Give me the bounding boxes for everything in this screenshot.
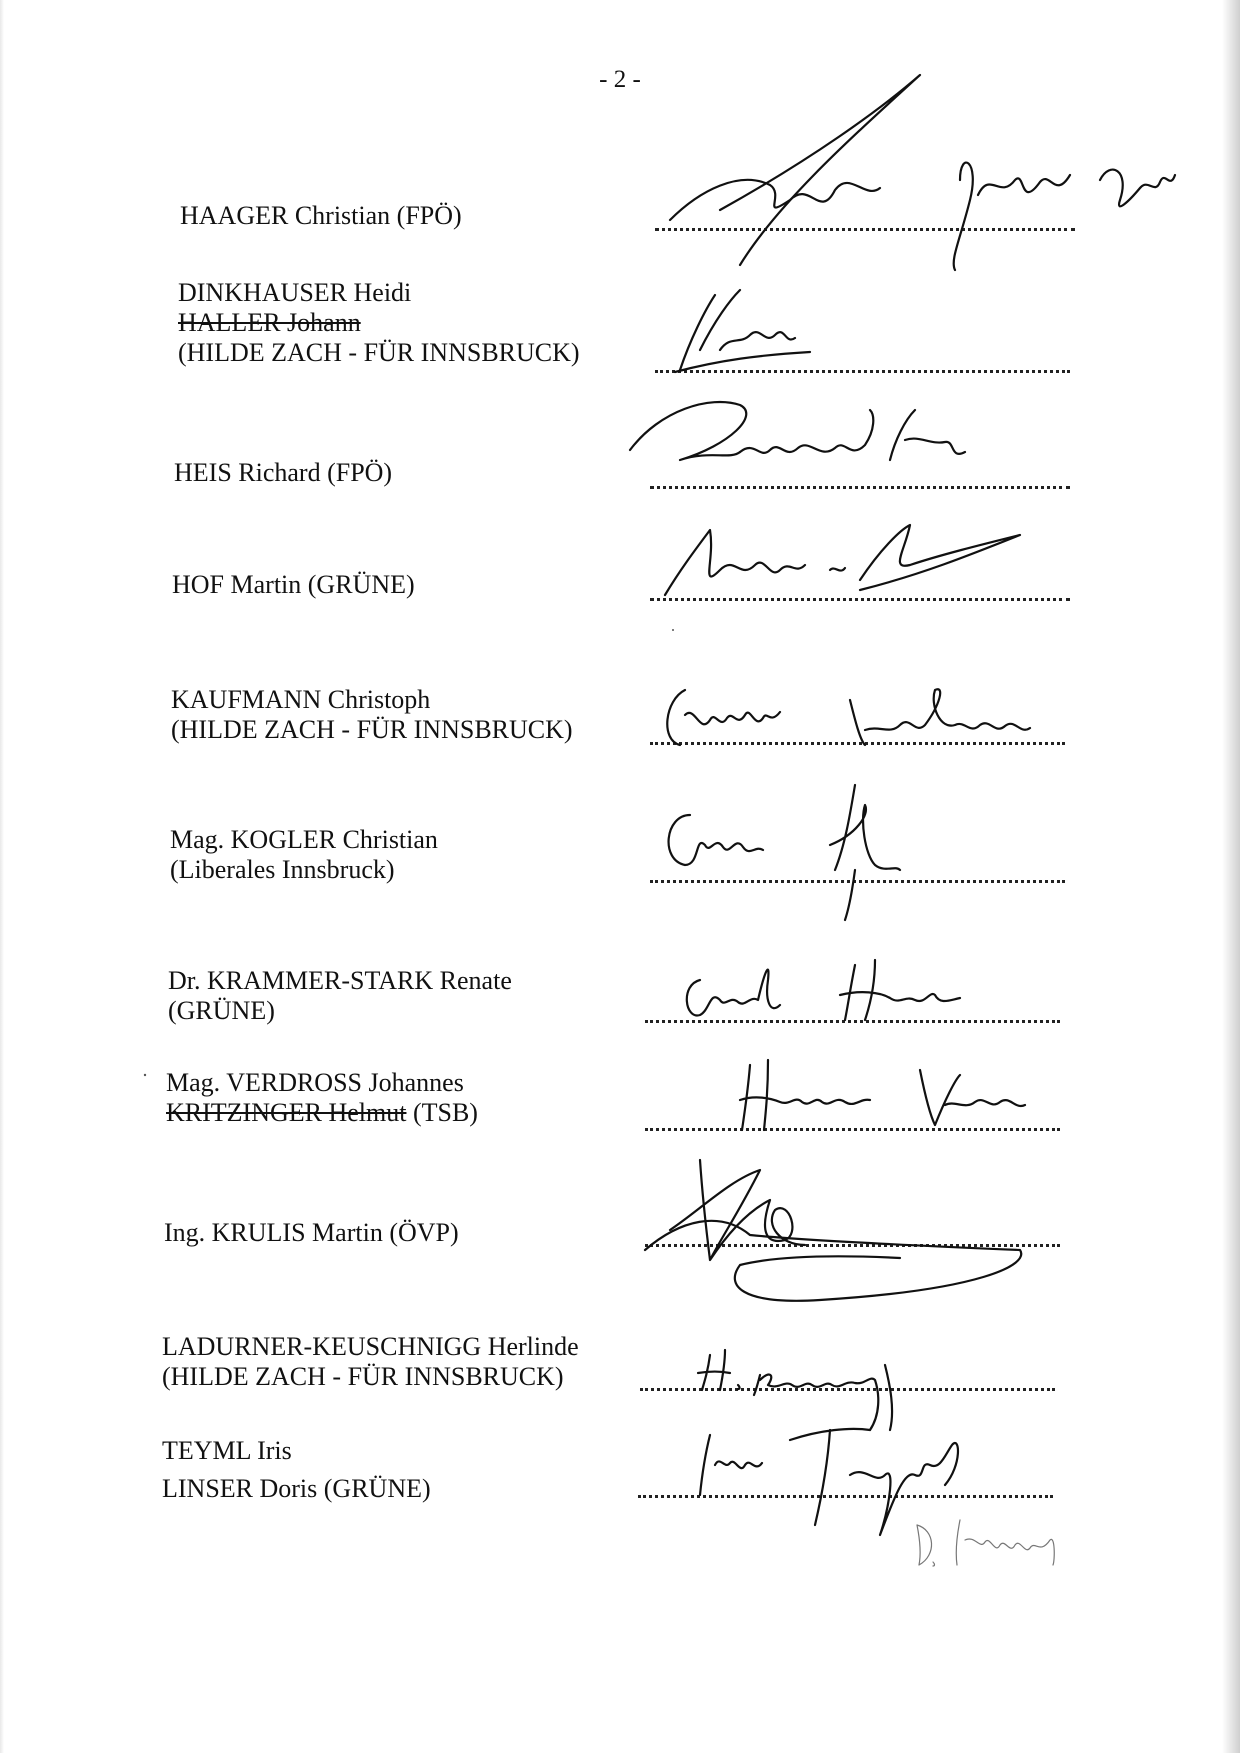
- page-number: - 2 -: [599, 66, 641, 93]
- signatory-name: [171, 685, 573, 745]
- name-line: LINSER Doris (GRÜNE): [162, 1474, 431, 1503]
- name-line: (HILDE ZACH - FÜR INNSBRUCK): [178, 338, 580, 367]
- signatory-name: [170, 825, 438, 885]
- signature-verdross: [730, 1050, 1030, 1140]
- name-line: (GRÜNE): [168, 996, 275, 1025]
- name-line: (HILDE ZACH - FÜR INNSBRUCK): [162, 1362, 564, 1391]
- scan-speck: [140, 1070, 150, 1080]
- scan-edge-left: [0, 0, 4, 1753]
- name-line-struck: HALLER Johann: [178, 308, 361, 337]
- signatory-name: [164, 1218, 459, 1248]
- signatory-name: [166, 1068, 478, 1128]
- name-line: [166, 1098, 478, 1128]
- name-line-struck: KRITZINGER Helmut: [166, 1098, 407, 1127]
- name-line: Mag. KOGLER Christian: [170, 825, 438, 854]
- name-line: HEIS Richard (FPÖ): [174, 458, 393, 487]
- signature-krammer-stark: [680, 950, 980, 1030]
- scan-speck: [668, 625, 678, 635]
- name-line: Mag. VERDROSS Johannes: [166, 1068, 464, 1097]
- signature-heis: [620, 390, 980, 490]
- scan-edge-right: [1222, 0, 1240, 1753]
- name-line: HAAGER Christian (FPÖ): [180, 201, 462, 230]
- signatory-name: [180, 201, 462, 231]
- signatory-name: [178, 278, 580, 368]
- signatory-name: [162, 1332, 579, 1392]
- name-line: Dr. KRAMMER-STARK Renate: [168, 966, 512, 995]
- signature-krulis: [640, 1150, 1060, 1310]
- signature-hof: [660, 510, 1040, 610]
- name-line: HOF Martin (GRÜNE): [172, 570, 415, 599]
- signatory-name: [174, 458, 392, 488]
- party-label: (TSB): [406, 1098, 478, 1127]
- signature-dinkhauser: [670, 280, 830, 390]
- signature-haager: [660, 70, 1200, 290]
- signatory-name: [172, 570, 415, 600]
- name-line: KAUFMANN Christoph: [171, 685, 431, 714]
- name-line: LADURNER-KEUSCHNIGG Herlinde: [162, 1332, 579, 1361]
- signature-kaufmann: [655, 670, 1055, 760]
- signatory-name: [168, 966, 512, 1026]
- signature-linser: [905, 1510, 1105, 1570]
- name-line: (HILDE ZACH - FÜR INNSBRUCK): [171, 715, 573, 744]
- name-line: (Liberales Innsbruck): [170, 855, 395, 884]
- signature-kogler: [655, 775, 955, 925]
- signatory-name: [162, 1432, 431, 1508]
- name-line: TEYML Iris: [162, 1436, 292, 1465]
- name-line: DINKHAUSER Heidi: [178, 278, 412, 307]
- name-line: Ing. KRULIS Martin (ÖVP): [164, 1218, 459, 1247]
